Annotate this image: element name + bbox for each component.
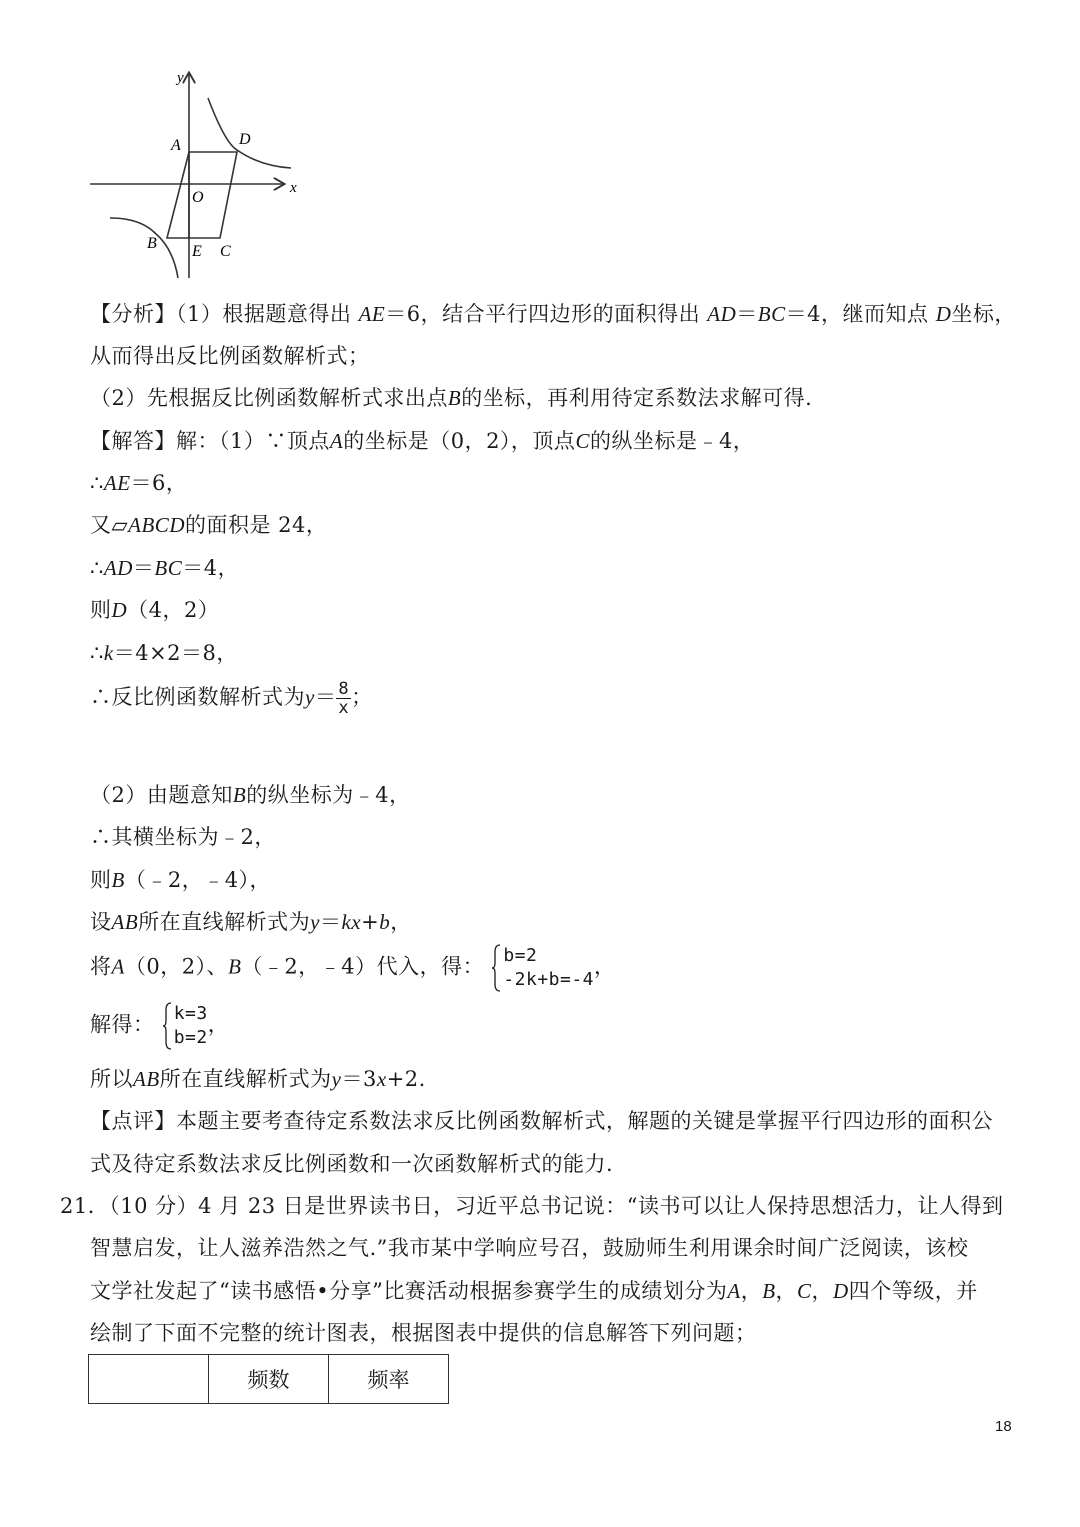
text: 解得： <box>90 1012 155 1037</box>
text: 所在直线解析式为 <box>138 910 311 934</box>
var-c: C <box>575 429 590 453</box>
var-d: D <box>111 598 128 622</box>
var-ae: AE <box>103 471 131 495</box>
solution-line-2 <box>90 469 187 497</box>
text: 则 <box>90 598 112 622</box>
question21-line-4: 绘制了下面不完整的统计图表，根据图表中提供的信息解答下列问题； <box>90 1321 757 1345</box>
text: ＝ <box>314 685 337 709</box>
text: 所在直线解析式为 <box>159 1067 332 1091</box>
solution-line-6 <box>90 639 238 667</box>
var-y: y <box>305 685 315 709</box>
var-abcd: ABCD <box>128 513 185 537</box>
solution-part2-line-4 <box>90 908 412 936</box>
text: 解：（1）∵顶点 <box>176 429 330 453</box>
equation-row: b=2 <box>173 1027 208 1048</box>
text: ， <box>775 1279 798 1303</box>
text: （﹣2，﹣4）， <box>124 868 272 892</box>
var-b: B <box>228 954 242 979</box>
question21-line-1: 21．（10 分）4 月 23 日是世界读书日，习近平总书记说：“读书可以让人保持思想活力，让人得到 <box>60 1194 1004 1218</box>
equation-row: k=3 <box>173 1003 208 1024</box>
var-kx: kx <box>341 910 362 934</box>
label-a: A <box>171 137 181 154</box>
var-c: C <box>797 1279 812 1303</box>
equation-system-1 <box>491 944 594 992</box>
fraction <box>336 680 351 717</box>
var-b: B <box>762 1279 776 1303</box>
var-k: k <box>103 641 114 665</box>
solution-line-3 <box>90 511 327 539</box>
var-y: y <box>331 1067 342 1091</box>
text: ， <box>740 1279 763 1303</box>
solution-part2-line-3 <box>90 866 271 894</box>
fraction-numerator: 8 <box>338 679 350 699</box>
text: ＝6， <box>130 471 188 495</box>
text: （﹣2，﹣4）代入，得： <box>241 954 485 979</box>
var-b: b <box>379 910 391 934</box>
text: 将 <box>90 954 112 979</box>
var-ae: AE <box>358 302 386 326</box>
solution-part2-line-7 <box>90 1065 426 1093</box>
var-a: A <box>111 954 125 979</box>
text: ， <box>390 910 412 934</box>
question21-line-3 <box>90 1277 978 1305</box>
text: ＝ <box>319 910 342 934</box>
var-b: B <box>111 868 125 892</box>
brace-icon <box>491 944 501 992</box>
text: 坐标， <box>951 302 1016 326</box>
var-x: x <box>376 1067 387 1091</box>
label-o: O <box>192 189 204 206</box>
analysis-tag: 【分析】 <box>90 302 176 326</box>
solution-line-1 <box>90 427 754 455</box>
text: （2）由题意知 <box>90 783 233 807</box>
text: 文学社发起了“读书感悟•分享”比赛活动根据参赛学生的成绩划分为 <box>90 1279 728 1303</box>
text: ； <box>351 685 373 709</box>
text: 的纵坐标是﹣4， <box>589 429 755 453</box>
solution-line-5 <box>90 596 219 624</box>
solution-part2-line-5 <box>90 944 616 992</box>
text: 的纵坐标为﹣4， <box>246 783 411 807</box>
var-b: B <box>447 386 462 410</box>
table-header-frequency-rate: 频率 <box>329 1355 449 1404</box>
var-ab: AB <box>111 910 139 934</box>
text: ＝4， <box>182 556 240 580</box>
var-ab: AB <box>133 1067 160 1091</box>
text: 本题主要考查待定系数法求反比例函数解析式，解题的关键是掌握平行四边形的面积公 <box>176 1109 993 1133</box>
brace-icon <box>162 1002 172 1050</box>
table-row <box>89 1355 449 1404</box>
equation-row: -2k+b=-4 <box>503 969 595 990</box>
text: 的面积是 24， <box>184 513 328 537</box>
label-d: D <box>239 131 251 148</box>
text: ＝3 <box>341 1067 377 1091</box>
analysis-line-1 <box>90 300 1016 328</box>
coordinate-figure <box>85 68 315 288</box>
var-d: D <box>833 1279 849 1303</box>
text: ∴ <box>90 556 104 580</box>
var-bc: BC <box>154 556 183 580</box>
text: 四个等级，并 <box>848 1279 978 1303</box>
comment-line-1 <box>90 1107 993 1135</box>
label-y: y <box>177 70 184 86</box>
var-ad: AD <box>103 556 133 580</box>
text: （0，2）、 <box>124 954 229 979</box>
label-b: B <box>147 235 157 252</box>
solution-line-4 <box>90 554 239 582</box>
equation-row: b=2 <box>503 945 538 966</box>
text: ＝4×2＝8， <box>113 641 238 665</box>
hyperbola-branch-3 <box>110 218 178 278</box>
analysis-line-2: 从而得出反比例函数解析式； <box>90 344 370 368</box>
page-number: 18 <box>995 1418 1012 1435</box>
text: ＝ <box>132 556 155 580</box>
var-d: D <box>935 302 952 326</box>
text: 的坐标是（0，2），顶点 <box>343 429 576 453</box>
analysis-line-3 <box>90 384 812 412</box>
text: （4，2） <box>127 598 220 622</box>
text: + <box>361 910 380 934</box>
var-ad: AD <box>707 302 737 326</box>
question21-line-2: 智慧启发，让人滋养浩然之气.”我市某中学响应号召，鼓励师生利用课余时间广泛阅读，该校 <box>90 1236 969 1260</box>
comment-line-2: 式及待定系数法求反比例函数和一次函数解析式的能力. <box>90 1152 614 1176</box>
label-e: E <box>192 243 202 260</box>
equation-system-2 <box>162 1002 208 1050</box>
text: ∴反比例函数解析式为 <box>90 685 305 709</box>
text: 又▱ <box>90 513 129 537</box>
solution-part2-line-2: ∴其横坐标为﹣2， <box>90 825 276 849</box>
text: ， <box>811 1279 834 1303</box>
var-a: A <box>727 1279 741 1303</box>
text: ＝4，继而知点 <box>785 302 929 326</box>
text: 所以 <box>90 1067 133 1091</box>
text: 设 <box>90 910 112 934</box>
frequency-table <box>88 1354 449 1404</box>
fraction-denominator: x <box>338 698 350 718</box>
text: ， <box>594 954 616 979</box>
solution-part2-line-1 <box>90 781 411 809</box>
var-b: B <box>232 783 247 807</box>
var-bc: BC <box>757 302 786 326</box>
text: +2. <box>386 1067 426 1091</box>
solution-tag: 【解答】 <box>90 429 176 453</box>
label-x: x <box>290 180 297 196</box>
solution-line-7 <box>90 680 373 717</box>
table-header-frequency-count: 频数 <box>209 1355 329 1404</box>
text: （1）根据题意得出 <box>176 302 352 326</box>
var-a: A <box>329 429 344 453</box>
solution-part2-line-6 <box>90 1002 229 1050</box>
var-y: y <box>310 910 320 934</box>
comment-tag: 【点评】 <box>90 1109 176 1133</box>
table-cell-empty <box>89 1355 209 1404</box>
text: ＝6，结合平行四边形的面积得出 <box>385 302 701 326</box>
text: 则 <box>90 868 112 892</box>
text: ＝ <box>736 302 758 326</box>
text: ∴ <box>90 471 104 495</box>
text: ， <box>207 1012 230 1037</box>
text: ∴ <box>90 641 104 665</box>
label-c: C <box>220 243 231 260</box>
text: 的坐标，再利用待定系数法求解可得. <box>461 386 813 410</box>
text: （2）先根据反比例函数解析式求出点 <box>90 386 448 410</box>
